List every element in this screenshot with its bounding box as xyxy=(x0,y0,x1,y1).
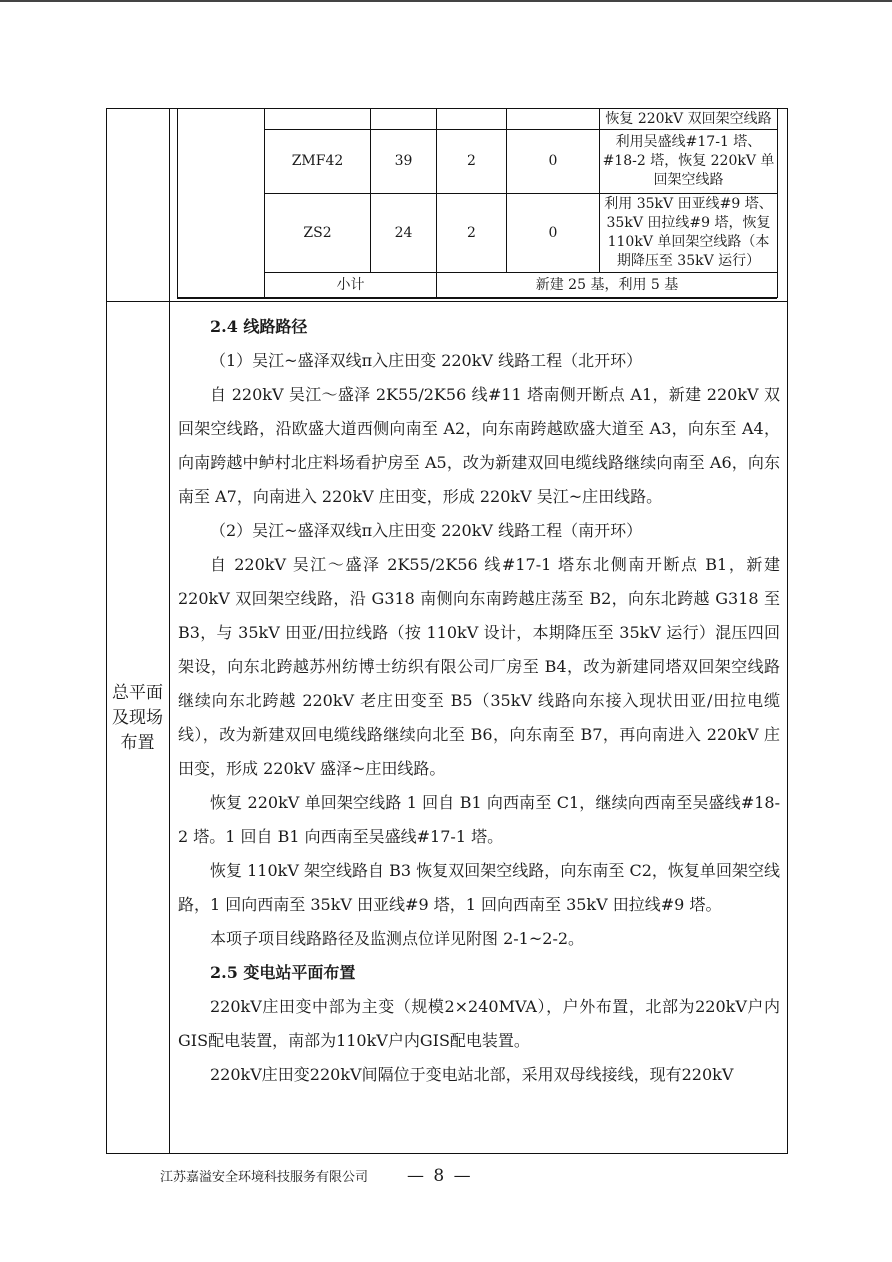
section-top xyxy=(106,301,788,302)
col-desc-left xyxy=(599,108,600,272)
paragraph: 自 220kV 吴江～盛泽 2K55/2K56 线#11 塔南侧开断点 A1，新建 220kV 双回架空线路，沿欧盛大道西侧向南至 A2，向东南跨越欧盛大道至 A3，向东至 A4，向南跨越中鲈村北庄料场看护房至 A5，改为新建双回电缆线路继续向南至 A6，向东南至 A7，向南进入 220kV 庄田变，形成 220kV 吴江~庄田线路。 xyxy=(178,385,780,506)
paragraph: 220kV庄田变220kV间隔位于变电站北部，采用双母线接线，现有220kV xyxy=(210,1065,734,1084)
top-rule xyxy=(0,0,892,2)
heading-2-4: 2.4 线路路径 xyxy=(210,317,308,336)
section-label: 总平面及现场布置 xyxy=(112,683,163,753)
row0-desc: 恢复 220kV 双回架空线路 xyxy=(605,110,772,127)
inner-left-divider xyxy=(177,108,178,298)
row2-desc: 利用 35kV 田亚线#9 塔、35kV 田拉线#9 塔，恢复 110kV 单回架空线路（本期降压至 35kV 运行） xyxy=(604,196,773,269)
subtotal-label: 小计 xyxy=(336,276,365,293)
paragraph: 本项子项目线路路径及监测点位详见附图 2-1~2-2。 xyxy=(210,929,585,948)
row1-height: 39 xyxy=(394,153,413,169)
paragraph: （1）吴江~盛泽双线π入庄田变 220kV 线路工程（北开环） xyxy=(210,351,643,370)
paragraph: （2）吴江~盛泽双线π入庄田变 220kV 线路工程（南开环） xyxy=(210,521,643,540)
paragraph: 恢复 110kV 架空线路自 B3 恢复双回架空线路，向东南至 C2，恢复单回架空线路，1 回向西南至 35kV 田亚线#9 塔，1 回向西南至 35kV 田拉线#9 塔。 xyxy=(178,861,780,914)
row1-model: ZMF42 xyxy=(291,153,344,169)
row2-height: 24 xyxy=(394,224,413,241)
row2-new: 2 xyxy=(467,224,476,241)
row1-used: 0 xyxy=(548,153,558,169)
paragraph: 恢复 220kV 单回架空线路 1 回自 B1 向西南至 C1，继续向西南至吴盛线#18-2 塔。1 回自 B1 向西南至吴盛线#17-1 塔。 xyxy=(178,793,780,846)
inner-right-divider xyxy=(777,108,778,298)
subtotal-value: 新建 25 基，利用 5 基 xyxy=(535,276,679,293)
table-bottom xyxy=(177,297,777,299)
paragraph: 自 220kV 吴江～盛泽 2K55/2K56 线#17-1 塔东北侧南开断点 B1，新建 220kV 双回架空线路，沿 G318 南侧向东南跨越庄荡至 B2，向东北跨越 G318 至 B3，与 35kV 田亚/田拉线路（按 110kV 设计，本期降压至 35kV 运行）混压四回架设，向东北跨越苏州纺博士纺织有限公司厂房至 B4，改为新建同塔双回架空线路继续向东北跨越 220kV 老庄田变至 B5（35kV 线路向东接入现状田亚/田拉电缆线），改为新建双回电缆线路继续向北至 B6，向东南至 B7，再向南进入 220kV 庄田变，形成 220kV 盛泽~庄田线路。 xyxy=(178,555,780,778)
section-body xyxy=(178,310,780,1092)
label-column-divider xyxy=(169,108,170,1154)
row1-new: 2 xyxy=(467,153,476,169)
heading-2-5: 2.5 变电站平面布置 xyxy=(210,963,356,982)
row2-used: 0 xyxy=(548,224,558,241)
page-number: — 8 — xyxy=(407,1166,473,1186)
row2-model: ZS2 xyxy=(303,224,332,241)
row1-desc: 利用吴盛线#17-1 塔、#18-2 塔，恢复 220kV 单回架空线路 xyxy=(602,134,775,188)
footer-company: 江苏嘉溢安全环境科技服务有限公司 xyxy=(160,1170,369,1185)
paragraph: 220kV庄田变中部为主变（规模2×240MVA），户外布置，北部为220kV户内GIS配电装置，南部为110kV户内GIS配电装置。 xyxy=(178,997,780,1050)
